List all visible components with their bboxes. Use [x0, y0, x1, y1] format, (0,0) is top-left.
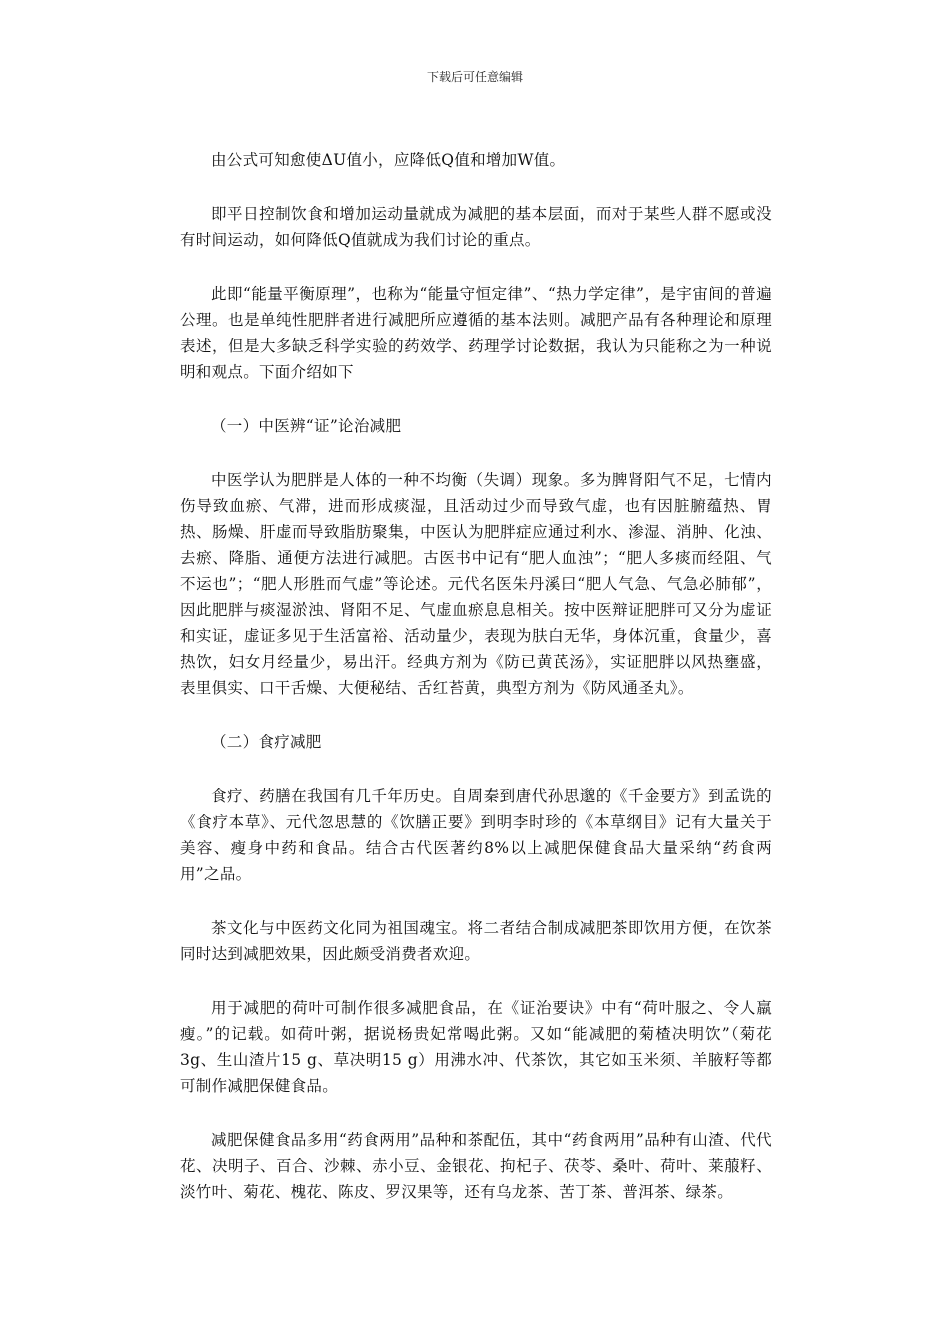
paragraph-formula: 由公式可知愈使ΔU值小，应降低Q值和增加W值。: [211, 151, 566, 169]
paragraph-tea-culture: 茶文化与中医药文化同为祖国魂宝。将二者结合制成减肥茶即饮用方便，在饮茶同时达到减肥效果，因此颇受消费者欢迎。: [180, 919, 772, 963]
paragraph-health-foods: 减肥保健食品多用“药食两用”品种和茶配伍，其中“药食两用”品种有山渣、代代花、决明子、百合、沙棘、赤小豆、金银花、拘杞子、茯苓、桑叶、荷叶、莱菔籽、淡竹叶、菊花、槐花、陈皮、罗汉果等，还有乌龙茶、苦丁茶、普洱茶、绿茶。: [180, 1131, 772, 1201]
page-header-note: 下载后可任意编辑: [426, 70, 523, 84]
paragraph-lotus-leaf: 用于减肥的荷叶可制作很多减肥食品，在《证治要诀》中有“荷叶服之、令人羸瘦。”的记载。如荷叶粥，据说杨贵妃常喝此粥。又如“能减肥的菊楂决明饮”（菊花3g、生山渣片15 g、草决明15 g）用沸水冲、代茶饮，其它如玉米须、羊腋籽等都可制作减肥保健食品。: [180, 999, 772, 1095]
paragraph-diet-history: 食疗、药膳在我国有几千年历史。自周秦到唐代孙思邈的《千金要方》到孟诜的《食疗本草》、元代忽思慧的《饮膳正要》到明李时珍的《本草纲目》记有大量关于美容、瘦身中药和食品。结合古代医著约8%以上减肥保健食品大量采纳“药食两用”之品。: [180, 787, 772, 883]
section-heading-diet-therapy: （二）食疗减肥: [211, 733, 322, 751]
paragraph-diet-exercise: 即平日控制饮食和增加运动量就成为减肥的基本层面，而对于某些人群不愿或没有时间运动，如何降低Q值就成为我们讨论的重点。: [180, 205, 772, 249]
paragraph-energy-balance: 此即“能量平衡原理”，也称为“能量守恒定律”、“热力学定律”，是宇宙间的普遍公理。也是单纯性肥胖者进行减肥所应遵循的基本法则。减肥产品有各种理论和原理表述，但是大多缺乏科学实验的药效学、药理学讨论数据，我认为只能称之为一种说明和观点。下面介绍如下: [180, 285, 772, 381]
paragraph-tcm-theory: 中医学认为肥胖是人体的一种不均衡（失调）现象。多为脾肾阳气不足，七情内伤导致血瘀、气滞，进而形成痰湿，且活动过少而导致气虚，也有因脏腑蕴热、胃热、肠燥、肝虚而导致脂肪聚集，中医认为肥胖症应通过利水、渗湿、消肿、化浊、去瘀、降脂、通便方法进行减肥。古医书中记有“肥人血浊”；“肥人多痰而经阻、气不运也”；“肥人形胜而气虚”等论述。元代名医朱丹溪曰“肥人气急、气急必肺郁”，因此肥胖与痰湿淤浊、肾阳不足、气虚血瘀息息相关。按中医辩证肥胖可又分为虚证和实证，虚证多见于生活富裕、活动量少，表现为肤白无华，身体沉重，食量少，喜热饮，妇女月经量少，易出汗。经典方剂为《防已黄芪汤》，实证肥胖以风热壅盛，表里俱实、口干舌燥、大便秘结、舌红苔黄，典型方剂为《防风通圣丸》。: [180, 471, 772, 697]
section-heading-tcm: （一）中医辨“证”论治减肥: [211, 417, 402, 435]
document-body: [180, 147, 772, 1233]
